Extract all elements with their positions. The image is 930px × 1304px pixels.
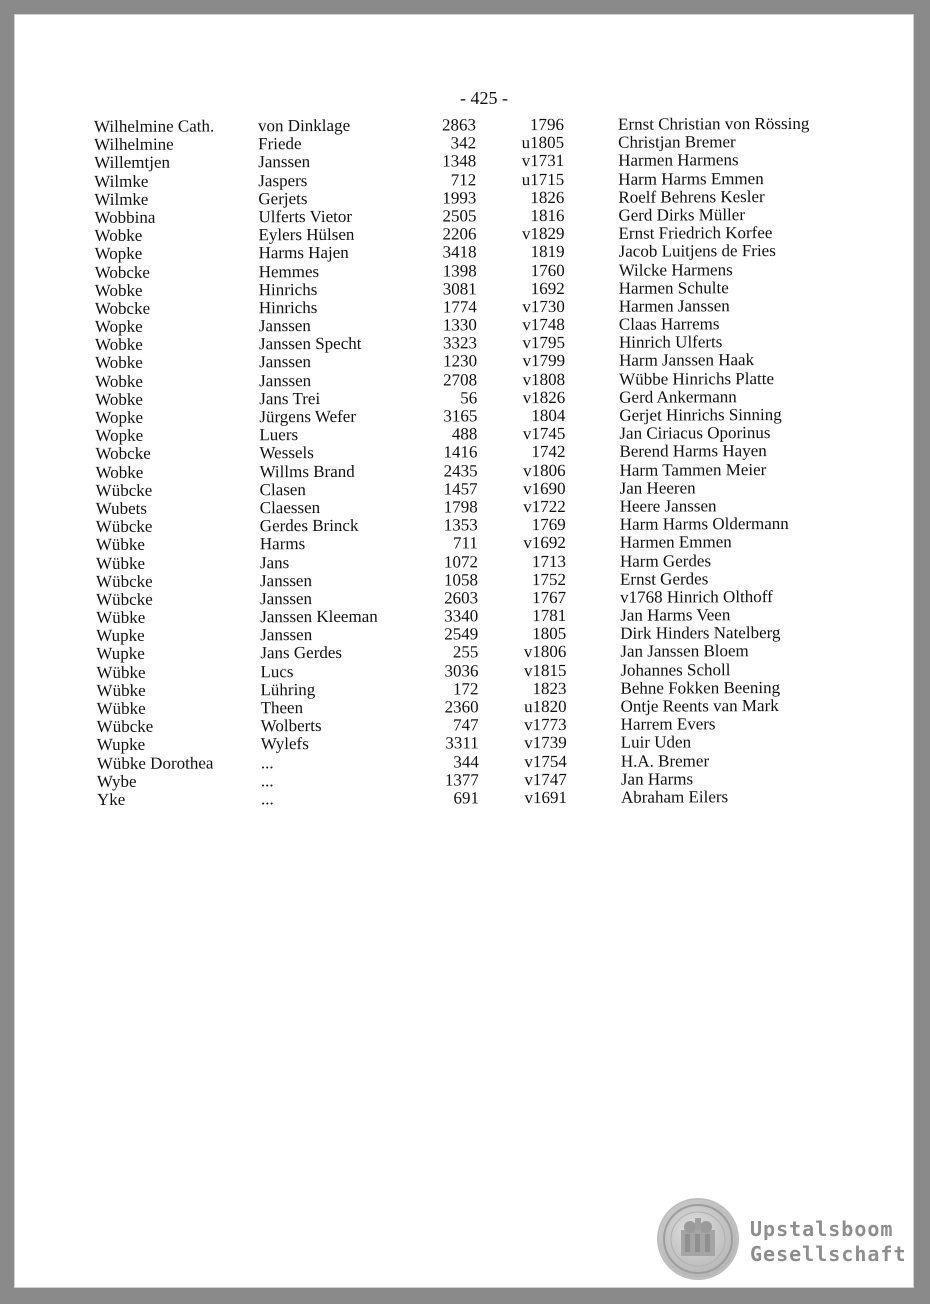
entry-number: 2603 <box>444 588 479 608</box>
spouse-name: H.A. Bremer <box>620 750 710 771</box>
spouse-name: Harmen Schulte <box>618 277 729 298</box>
spouse-name: Ernst Christian von Rössing <box>617 113 810 134</box>
first-name: Wobke <box>95 353 143 373</box>
surname: Janssen Kleeman <box>260 606 378 627</box>
year: 1692 <box>530 278 565 298</box>
year: u1715 <box>521 169 565 189</box>
year: v1748 <box>522 315 565 335</box>
year: v1795 <box>522 333 566 353</box>
first-name: Wübcke <box>95 516 153 537</box>
surname: Harms <box>259 534 306 554</box>
first-name: Wübke <box>95 535 145 555</box>
surname: Jaspers <box>258 170 308 190</box>
surname: Claessen <box>259 497 321 518</box>
spouse-name: v1768 Hinrich Olthoff <box>620 586 773 607</box>
spouse-name: Jan Harms Veen <box>620 605 731 625</box>
entry-number: 56 <box>460 388 478 408</box>
year: v1754 <box>524 751 567 771</box>
first-name: Wübcke <box>95 480 153 500</box>
watermark-line-2: Gesellschaft <box>750 1242 907 1266</box>
seal-icon <box>659 1200 737 1278</box>
surname: Hinrichs <box>258 297 318 318</box>
surname: Luers <box>259 425 299 445</box>
spouse-name: Wilcke Harmens <box>618 259 733 280</box>
surname: Hemmes <box>258 261 320 281</box>
entry-number: 172 <box>452 679 479 699</box>
year: v1747 <box>524 769 567 789</box>
first-name: Wilhelmine Cath. <box>93 116 215 136</box>
year: v1690 <box>523 478 566 498</box>
spouse-name: Heere Janssen <box>619 496 717 516</box>
year: v1829 <box>521 224 565 244</box>
first-name: Wübke <box>96 698 146 718</box>
first-name: Wobbina <box>94 207 156 227</box>
entry-number: 255 <box>452 642 479 662</box>
spouse-name: Harm Tammen Meier <box>619 459 767 480</box>
year: v1722 <box>523 496 566 517</box>
surname: Eylers Hülsen <box>258 224 355 245</box>
first-name: Wübcke <box>96 589 153 609</box>
first-name: Wubets <box>95 498 147 518</box>
first-name: Wopke <box>95 407 144 427</box>
spouse-name: Jan Ciriacus Oporinus <box>619 423 771 443</box>
first-name: Wübke <box>96 607 146 628</box>
entry-number: 1774 <box>442 297 477 317</box>
first-name: Wopke <box>94 244 143 264</box>
year: v1691 <box>524 787 568 808</box>
year: v1745 <box>522 424 566 444</box>
entry-number: 2435 <box>443 460 478 481</box>
surname: Lühring <box>260 679 316 700</box>
first-name: Wobcke <box>95 444 151 464</box>
first-name: Wopke <box>95 425 144 446</box>
surname: Janssen <box>260 625 313 645</box>
surname: Theen <box>260 698 304 718</box>
first-name: Wilmke <box>94 189 149 209</box>
year: 1760 <box>530 260 565 280</box>
surname: Harms Hajen <box>258 243 349 263</box>
year: 1767 <box>532 587 567 607</box>
entry-number: 3311 <box>445 733 479 753</box>
year: 1819 <box>530 242 565 262</box>
year: 1816 <box>530 205 565 226</box>
first-name: Wobke <box>94 225 143 246</box>
entry-number: 691 <box>453 788 480 808</box>
entry-number: 1993 <box>442 188 477 208</box>
entry-number: 1398 <box>442 260 477 280</box>
document-page <box>14 14 914 1288</box>
spouse-name: Gerd Ankermann <box>619 387 737 407</box>
spouse-name: Ernst Friedrich Korfee <box>618 223 773 243</box>
first-name: Wübke <box>96 680 146 700</box>
spouse-name: Harm Harms Emmen <box>618 168 764 189</box>
entry-number: 2360 <box>444 697 479 717</box>
spouse-name: Harm Janssen Haak <box>619 350 755 371</box>
first-name: Wupke <box>96 644 145 664</box>
first-name: Wübke <box>95 553 146 573</box>
upstalsboom-watermark <box>750 1217 907 1267</box>
surname: Friede <box>258 134 302 154</box>
spouse-name: Jacob Luitjens de Fries <box>618 241 776 262</box>
spouse-name: Johannes Scholl <box>620 659 731 680</box>
entry-number: 3323 <box>442 333 478 353</box>
spouse-name: Luir Uden <box>620 732 692 753</box>
first-name: Wilmke <box>94 171 149 191</box>
year: 1713 <box>531 551 566 571</box>
surname: Gerjets <box>258 188 308 209</box>
first-name: Wobke <box>95 371 143 391</box>
first-name: Wübcke <box>96 716 154 737</box>
surname: Ulferts Vietor <box>258 206 353 227</box>
spouse-name: Behne Fokken Beening <box>620 677 781 698</box>
spouse-name: Jan Heeren <box>619 478 696 498</box>
entry-number: 1457 <box>443 479 478 499</box>
entry-number: 1377 <box>444 770 479 790</box>
entry-number: 2505 <box>442 206 477 226</box>
entry-number: 1348 <box>442 151 477 171</box>
year: v1730 <box>522 296 565 317</box>
spouse-name: Jan Harms <box>620 769 694 789</box>
surname: Janssen Specht <box>258 334 362 354</box>
surname: Clasen <box>259 479 306 500</box>
year: v1739 <box>524 733 567 753</box>
year: 1752 <box>531 569 567 589</box>
table-row <box>97 788 857 810</box>
surname: ... <box>260 752 274 772</box>
spouse-name: Abraham Eilers <box>620 787 729 807</box>
entry-number: 712 <box>450 169 477 190</box>
surname: Hinrichs <box>258 279 318 299</box>
surname: ... <box>260 789 274 809</box>
surname: Janssen <box>259 370 312 390</box>
entry-number: 3036 <box>444 660 479 681</box>
surname: Gerdes Brinck <box>259 515 359 536</box>
year: v1773 <box>524 715 567 735</box>
entry-number: 1330 <box>442 315 477 335</box>
year: u1805 <box>521 133 565 153</box>
first-name: Wobke <box>94 335 143 355</box>
spouse-name: Hinrich Ulferts <box>618 332 723 352</box>
entry-number: 344 <box>453 751 479 772</box>
spouse-name: Claas Harrems <box>618 314 720 334</box>
year: v1799 <box>522 351 566 371</box>
entry-number: 2863 <box>441 115 477 135</box>
spouse-name: Roelf Behrens Kesler <box>618 186 765 207</box>
year: 1742 <box>531 442 566 462</box>
surname: Wolberts <box>260 716 322 736</box>
spouse-name: Berend Harms Hayen <box>619 441 767 462</box>
first-name: Wobcke <box>94 262 150 282</box>
register-table <box>94 115 857 809</box>
surname: Janssen <box>260 588 313 609</box>
year: u1820 <box>524 696 567 717</box>
entry-number: 711 <box>452 533 478 553</box>
spouse-name: Wübbe Hinrichs Platte <box>619 368 775 389</box>
spouse-name: Harmen Emmen <box>619 532 732 553</box>
year: 1804 <box>531 405 566 426</box>
first-name: Yke <box>96 789 126 809</box>
first-name: Wupke <box>96 735 146 755</box>
spouse-name: Christjan Bremer <box>618 132 736 152</box>
year: 1769 <box>531 515 566 535</box>
spouse-name: Harmen Janssen <box>618 296 730 316</box>
entry-number: 1798 <box>443 497 478 517</box>
entry-number: 1058 <box>443 570 479 590</box>
first-name: Wopke <box>94 316 143 337</box>
year: 1826 <box>530 187 565 207</box>
surname: ... <box>260 770 274 791</box>
entry-number: 2549 <box>444 624 479 644</box>
year: v1692 <box>523 533 566 553</box>
first-name: Wobke <box>95 389 144 409</box>
first-name: Wupke <box>96 626 145 646</box>
entry-number: 488 <box>451 424 478 444</box>
entry-number: 1072 <box>443 551 478 571</box>
year: v1826 <box>522 387 566 407</box>
year: v1806 <box>523 642 567 662</box>
surname: Janssen <box>258 152 311 172</box>
entry-number: 2206 <box>442 224 477 244</box>
spouse-name: Harrem Evers <box>620 714 716 734</box>
entry-number: 1353 <box>443 515 478 535</box>
entry-number: 747 <box>453 715 479 735</box>
spouse-name: Gerd Dirks Müller <box>618 205 746 225</box>
spouse-name: Harmen Harmens <box>618 150 739 171</box>
year: 1781 <box>532 606 567 626</box>
surname: Jans Trei <box>259 388 321 409</box>
entry-number: 2708 <box>443 369 478 390</box>
page-number: - 425 - <box>460 88 508 108</box>
entry-number: 1416 <box>443 442 478 462</box>
entry-number: 1230 <box>443 351 478 371</box>
surname: Lucs <box>260 661 294 681</box>
spouse-name: Harm Harms Oldermann <box>619 514 789 534</box>
surname: Willms Brand <box>259 461 355 481</box>
first-name: Willemtjen <box>94 153 171 173</box>
year: v1731 <box>521 151 565 171</box>
surname: Jans Gerdes <box>260 643 343 663</box>
year: 1805 <box>532 624 567 644</box>
surname: Janssen <box>258 316 311 336</box>
spouse-name: Harm Gerdes <box>619 550 712 571</box>
surname: Wylefs <box>260 734 309 754</box>
spouse-name: Gerjet Hinrichs Sinning <box>619 405 782 425</box>
surname: von Dinklage <box>257 115 351 136</box>
watermark-line-1: Upstalsboom <box>750 1217 894 1241</box>
entry-number: 3340 <box>444 606 479 626</box>
first-name: Wybe <box>96 771 137 791</box>
first-name: Wübcke <box>95 571 153 591</box>
entry-number: 3081 <box>442 279 477 299</box>
first-name: Wobke <box>94 280 143 300</box>
spouse-name: Dirk Hinders Natelberg <box>620 623 781 643</box>
year: 1823 <box>532 678 567 698</box>
year: v1808 <box>522 369 566 389</box>
spouse-name: Ontje Reents van Mark <box>620 696 779 716</box>
spouse-name: Ernst Gerdes <box>619 569 709 589</box>
surname: Wessels <box>259 443 314 463</box>
first-name: Wübke <box>96 662 146 682</box>
spouse-name: Jan Janssen Bloem <box>620 641 749 662</box>
entry-number: 342 <box>450 133 477 153</box>
surname: Janssen <box>259 352 312 372</box>
first-name: Wobcke <box>94 298 151 318</box>
first-name: Wobke <box>95 462 144 482</box>
surname: Janssen <box>259 570 313 590</box>
first-name: Wilhelmine <box>94 134 174 155</box>
year: v1806 <box>522 460 566 480</box>
entry-number: 3418 <box>442 242 477 262</box>
surname: Jürgens Wefer <box>259 406 357 427</box>
surname: Jans <box>259 552 290 572</box>
first-name: Wübke Dorothea <box>96 753 214 773</box>
entry-number: 3165 <box>443 406 478 426</box>
year: v1815 <box>523 660 567 680</box>
year: 1796 <box>529 114 565 135</box>
